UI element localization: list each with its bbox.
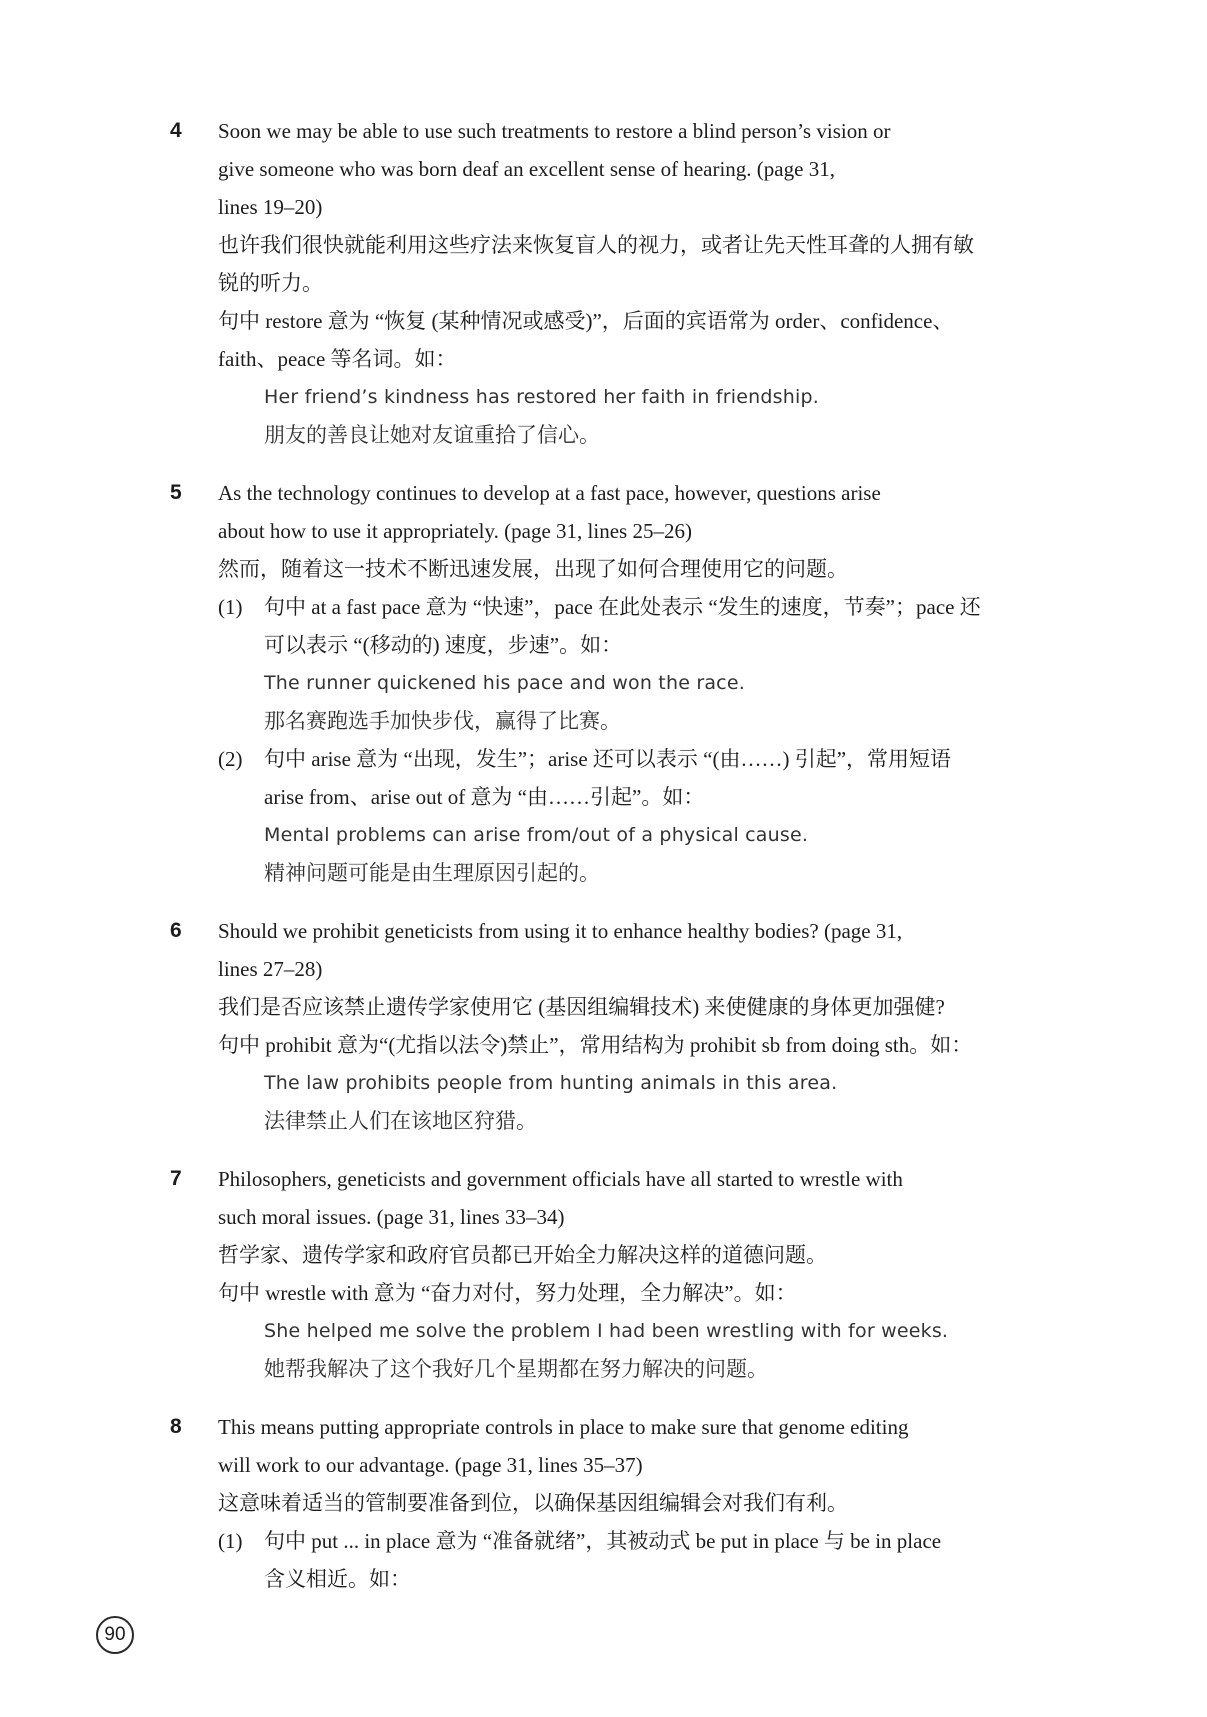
text-line: give someone who was born deaf an excellent sense of hearing. (page 31, <box>218 157 835 181</box>
text-line: about how to use it appropriately. (page 31, lines 25–26) <box>218 519 692 543</box>
text-line: such moral issues. (page 31, lines 33–34) <box>218 1205 565 1229</box>
text-line: 这意味着适当的管制要准备到位，以确保基因组编辑会对我们有利。 <box>218 1491 848 1515</box>
example-sentence-cn: 朋友的善良让她对友谊重拾了信心。 <box>264 423 600 447</box>
sub-item-line <box>218 1522 1050 1560</box>
example-sentence-en: She helped me solve the problem I had been wrestling with for weeks. <box>264 1320 949 1342</box>
content-area <box>170 112 1050 1618</box>
example-sentence-en: The runner quickened his pace and won the race. <box>264 672 745 694</box>
explanation-text: 句中 put ... in place 意为 “准备就绪”，其被动式 be put in place 与 be in place <box>264 1529 942 1553</box>
text-line: 句中 prohibit 意为“(尤指以法令)禁止”，常用结构为 prohibit sb from doing sth。如： <box>218 1033 973 1057</box>
item-lines <box>218 112 1050 454</box>
item-number: 4 <box>170 119 182 142</box>
text-line: lines 19–20) <box>218 195 323 219</box>
sub-item-label: (2) <box>218 747 243 771</box>
text-line: 也许我们很快就能利用这些疗法来恢复盲人的视力，或者让先天性耳聋的人拥有敏 <box>218 233 974 257</box>
item-number: 6 <box>170 919 182 942</box>
example-sentence-en: Her friend’s kindness has restored her faith in friendship. <box>264 386 819 408</box>
text-line: 锐的听力。 <box>218 271 323 295</box>
text-line: This means putting appropriate controls in place to make sure that genome editing <box>218 1415 909 1439</box>
item-lines <box>218 474 1050 892</box>
example-sentence-en: The law prohibits people from hunting animals in this area. <box>264 1072 838 1094</box>
text-line: As the technology continues to develop at a fast pace, however, questions arise <box>218 481 881 505</box>
example-sentence-cn: 精神问题可能是由生理原因引起的。 <box>264 861 600 885</box>
explanation-continuation-line: arise from、arise out of 意为 “由……引起”。如： <box>264 785 705 809</box>
sub-item-label: (1) <box>218 1529 243 1553</box>
item-lines <box>218 1160 1050 1388</box>
page-number-badge <box>96 1616 134 1654</box>
page-number: 90 <box>104 1624 126 1645</box>
example-sentence-en: Mental problems can arise from/out of a physical cause. <box>264 824 809 846</box>
text-line: 哲学家、遗传学家和政府官员都已开始全力解决这样的道德问题。 <box>218 1243 827 1267</box>
text-line: 我们是否应该禁止遗传学家使用它 (基因组编辑技术) 来使健康的身体更加强健? <box>218 995 945 1019</box>
text-line: 句中 wrestle with 意为 “奋力对付，努力处理，全力解决”。如： <box>218 1281 797 1305</box>
list-item <box>170 1160 1050 1388</box>
explanation-text: 句中 at a fast pace 意为 “快速”，pace 在此处表示 “发生的速度，节奏”；pace 还 <box>264 595 981 619</box>
explanation-continuation-line: 可以表示 “(移动的) 速度，步速”。如： <box>264 633 623 657</box>
list-item <box>170 912 1050 1140</box>
sub-item-line <box>218 740 1050 778</box>
item-lines <box>218 1408 1050 1598</box>
text-line: will work to our advantage. (page 31, lines 35–37) <box>218 1453 643 1477</box>
list-item <box>170 474 1050 892</box>
explanation-text: 句中 arise 意为 “出现，发生”；arise 还可以表示 “(由……) 引起”，常用短语 <box>264 747 952 771</box>
sub-item-line <box>218 588 1050 626</box>
list-item <box>170 1408 1050 1598</box>
sub-item-label: (1) <box>218 595 243 619</box>
text-line: Should we prohibit geneticists from using it to enhance healthy bodies? (page 31, <box>218 919 903 943</box>
text-line: Philosophers, geneticists and government officials have all started to wrestle with <box>218 1167 903 1191</box>
text-line: Soon we may be able to use such treatments to restore a blind person’s vision or <box>218 119 891 143</box>
example-sentence-cn: 那名赛跑选手加快步伐，赢得了比赛。 <box>264 709 621 733</box>
explanation-continuation-line: 含义相近。如： <box>264 1567 411 1591</box>
text-line: lines 27–28) <box>218 957 323 981</box>
item-lines <box>218 912 1050 1140</box>
list-item <box>170 112 1050 454</box>
item-number: 8 <box>170 1415 182 1438</box>
text-line: 句中 restore 意为 “恢复 (某种情况或感受)”，后面的宾语常为 order、confidence、 <box>218 309 954 333</box>
example-sentence-cn: 法律禁止人们在该地区狩猎。 <box>264 1109 537 1133</box>
text-line: faith、peace 等名词。如： <box>218 347 457 371</box>
item-number: 7 <box>170 1167 182 1190</box>
example-sentence-cn: 她帮我解决了这个我好几个星期都在努力解决的问题。 <box>264 1357 768 1381</box>
item-number: 5 <box>170 481 182 504</box>
text-line: 然而，随着这一技术不断迅速发展，出现了如何合理使用它的问题。 <box>218 557 848 581</box>
